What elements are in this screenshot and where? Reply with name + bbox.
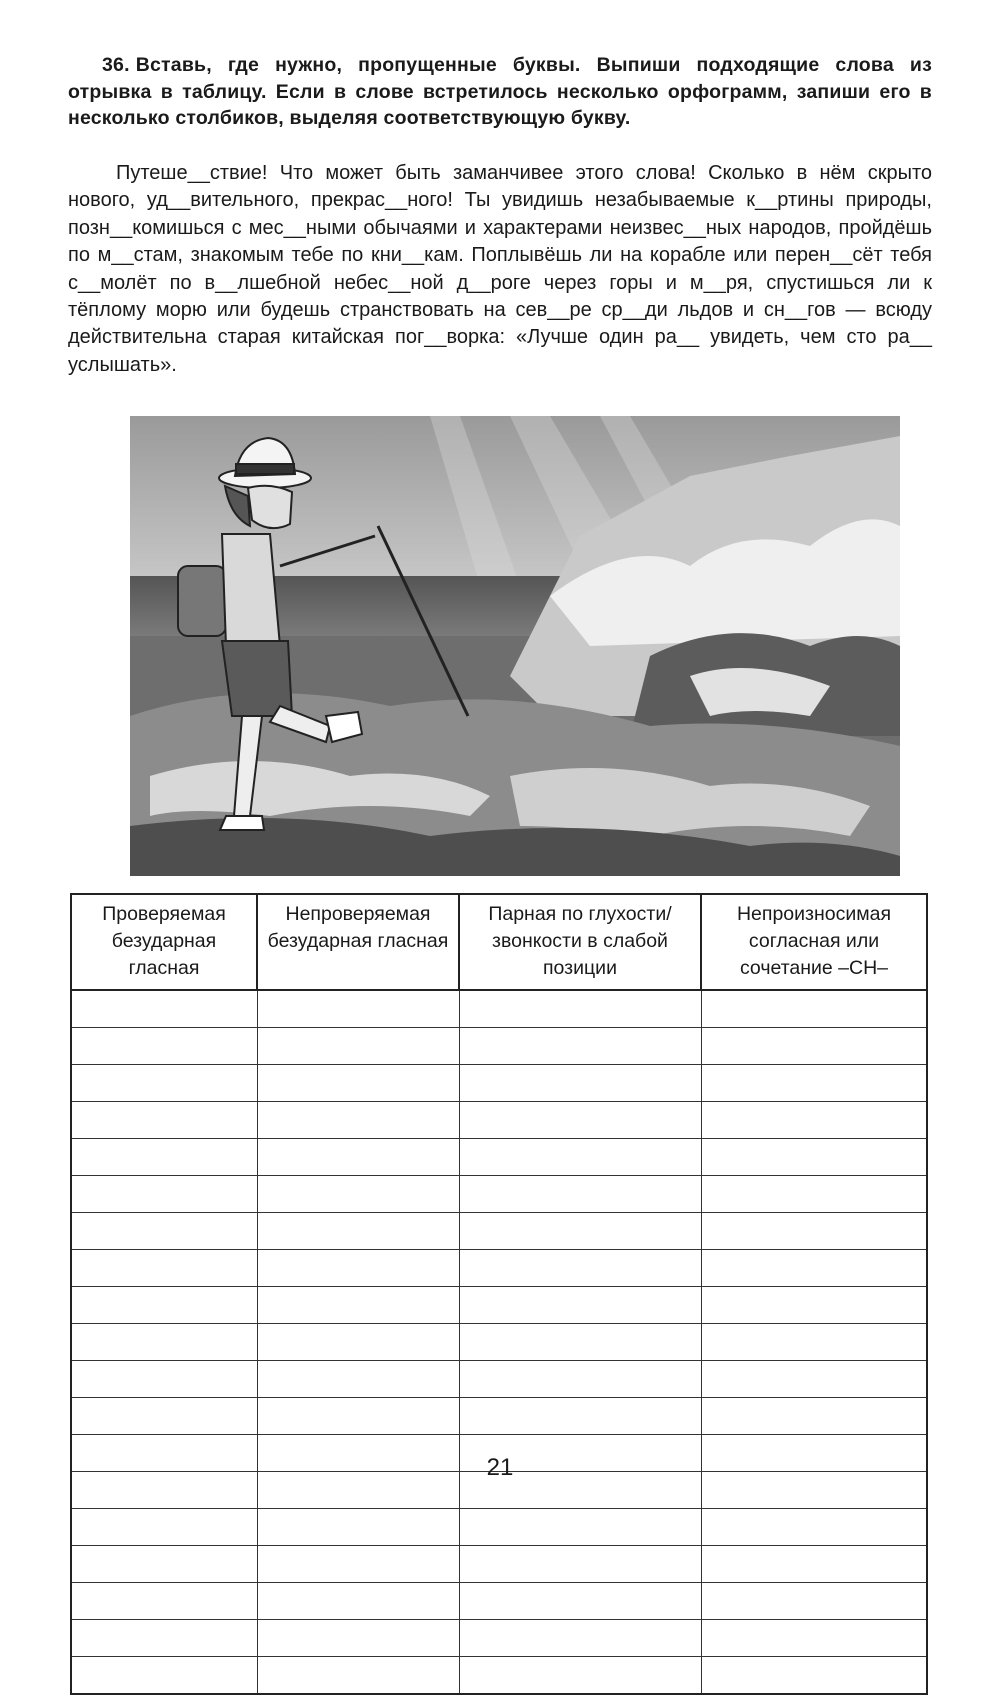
answer-cell[interactable] [459, 1620, 701, 1657]
table-row [71, 1139, 927, 1176]
header-unchecked-vowel: Непроверяемая безударная гласная [257, 894, 459, 990]
answer-cell[interactable] [701, 990, 927, 1028]
answer-cell[interactable] [459, 1028, 701, 1065]
answer-table [70, 893, 928, 1695]
answer-cell[interactable] [257, 1361, 459, 1398]
illustration [130, 416, 900, 876]
answer-cell[interactable] [459, 1546, 701, 1583]
answer-cell[interactable] [257, 1028, 459, 1065]
answer-cell[interactable] [701, 1583, 927, 1620]
answer-cell[interactable] [71, 1139, 257, 1176]
answer-cell[interactable] [701, 1213, 927, 1250]
answer-cell[interactable] [257, 1213, 459, 1250]
task-number: 36. [102, 54, 130, 76]
answer-cell[interactable] [257, 1546, 459, 1583]
table-row [71, 1176, 927, 1213]
answer-cell[interactable] [701, 1324, 927, 1361]
table-row [71, 1620, 927, 1657]
answer-cell[interactable] [71, 1546, 257, 1583]
answer-cell[interactable] [459, 1398, 701, 1435]
answer-cell[interactable] [701, 1287, 927, 1324]
table-row [71, 1546, 927, 1583]
table-row [71, 1028, 927, 1065]
table-row [71, 1657, 927, 1695]
answer-cell[interactable] [71, 1620, 257, 1657]
table-header-row [71, 894, 927, 990]
passage [68, 160, 932, 379]
answer-cell[interactable] [459, 1176, 701, 1213]
answer-cell[interactable] [71, 1213, 257, 1250]
answer-cell[interactable] [71, 1176, 257, 1213]
answer-cell[interactable] [701, 1250, 927, 1287]
hiker-on-rocks-illustration [130, 416, 900, 876]
answer-cell[interactable] [71, 990, 257, 1028]
answer-cell[interactable] [459, 1102, 701, 1139]
table-row [71, 1398, 927, 1435]
task-instructions [68, 52, 932, 132]
answer-cell[interactable] [257, 1324, 459, 1361]
table-row [71, 1065, 927, 1102]
answer-cell[interactable] [257, 1435, 459, 1472]
answer-cell[interactable] [257, 1065, 459, 1102]
answer-rows [71, 990, 927, 1694]
answer-cell[interactable] [459, 1065, 701, 1102]
answer-cell[interactable] [257, 1250, 459, 1287]
answer-cell[interactable] [459, 1250, 701, 1287]
answer-cell[interactable] [701, 1435, 927, 1472]
answer-cell[interactable] [257, 1620, 459, 1657]
table-row [71, 1509, 927, 1546]
answer-cell[interactable] [257, 990, 459, 1028]
answer-cell[interactable] [71, 1361, 257, 1398]
answer-cell[interactable] [71, 1398, 257, 1435]
answer-cell[interactable] [701, 1657, 927, 1695]
answer-cell[interactable] [701, 1102, 927, 1139]
table-row [71, 1361, 927, 1398]
answer-cell[interactable] [71, 1509, 257, 1546]
answer-cell[interactable] [257, 1398, 459, 1435]
answer-cell[interactable] [701, 1398, 927, 1435]
table-row [71, 1102, 927, 1139]
header-checked-vowel: Проверяемая безударная гласная [71, 894, 257, 990]
answer-cell[interactable] [459, 1324, 701, 1361]
table-row [71, 1250, 927, 1287]
answer-cell[interactable] [71, 1102, 257, 1139]
answer-cell[interactable] [701, 1139, 927, 1176]
answer-cell[interactable] [257, 1583, 459, 1620]
answer-cell[interactable] [71, 1657, 257, 1695]
answer-cell[interactable] [701, 1028, 927, 1065]
answer-cell[interactable] [257, 1176, 459, 1213]
header-paired-consonant: Парная по глухости/звонкости в слабой позиции [459, 894, 701, 990]
answer-cell[interactable] [459, 1213, 701, 1250]
answer-cell[interactable] [71, 1065, 257, 1102]
table-row [71, 1583, 927, 1620]
header-silent-consonant: Непроизносимая согласная или сочетание –СН– [701, 894, 927, 990]
answer-cell[interactable] [701, 1176, 927, 1213]
table-row [71, 1213, 927, 1250]
answer-cell[interactable] [71, 1028, 257, 1065]
answer-cell[interactable] [71, 1472, 257, 1509]
table-row [71, 1324, 927, 1361]
answer-cell[interactable] [71, 1250, 257, 1287]
answer-cell[interactable] [257, 1287, 459, 1324]
answer-cell[interactable] [459, 1139, 701, 1176]
answer-cell[interactable] [701, 1620, 927, 1657]
answer-cell[interactable] [459, 1361, 701, 1398]
answer-cell[interactable] [459, 1509, 701, 1546]
answer-cell[interactable] [701, 1546, 927, 1583]
answer-cell[interactable] [459, 1583, 701, 1620]
table-row [71, 1287, 927, 1324]
answer-cell[interactable] [257, 1102, 459, 1139]
answer-cell[interactable] [257, 1509, 459, 1546]
table-row [71, 990, 927, 1028]
answer-cell[interactable] [701, 1509, 927, 1546]
answer-cell[interactable] [459, 990, 701, 1028]
answer-cell[interactable] [71, 1287, 257, 1324]
answer-cell[interactable] [71, 1324, 257, 1361]
answer-cell[interactable] [459, 1657, 701, 1695]
page-number: 21 [486, 1454, 514, 1481]
answer-cell[interactable] [257, 1139, 459, 1176]
answer-cell[interactable] [71, 1435, 257, 1472]
answer-cell[interactable] [71, 1583, 257, 1620]
answer-cell[interactable] [257, 1472, 459, 1509]
task-text: Вставь, где нужно, пропущенные буквы. Выпиши подходящие слова из отрывка в таблицу. Если в слове встретилось несколько орфограмм, запиши его в несколько столбиков, выделяя соответствующую букву. [68, 54, 932, 129]
passage-text: Путеше__ствие! Что может быть заманчивее этого слова! Сколько в нём скрыто нового, уд__вительного, прекрас__ного! Ты увидишь незабываемые к__ртины природы, позн__комишься с мес__ными обычаями и характерами неизвес__ных народов, пройдёшь по м__стам, знакомым тебе по кни__кам. Поплывёшь ли на корабле или перен__сёт тебя с__молёт по в__лшебной небес__ной д__роге через горы и м__ря, спустишься ли к тёплому морю или будешь странствовать на сев__ре ср__ди льдов и сн__гов — всюду действительна старая китайская пог__ворка: «Лучше один ра__ увидеть, чем сто ра__ услышать». [68, 162, 932, 376]
answer-cell[interactable] [459, 1287, 701, 1324]
answer-cell[interactable] [701, 1472, 927, 1509]
answer-cell[interactable] [701, 1065, 927, 1102]
answer-cell[interactable] [257, 1657, 459, 1695]
answer-cell[interactable] [701, 1361, 927, 1398]
